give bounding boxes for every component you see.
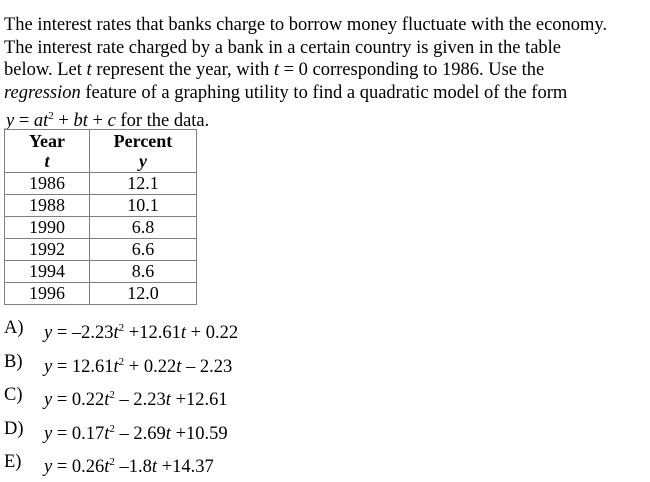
cell-percent: 6.6 — [90, 239, 197, 261]
expr-t: t — [104, 390, 110, 410]
expr-op: + — [170, 390, 186, 410]
cell-percent: 8.6 — [90, 261, 197, 283]
expr-coef-c: 0.22 — [205, 323, 239, 343]
formula-y: y — [6, 111, 15, 131]
choice-letter: B) — [4, 351, 23, 372]
cell-percent: 12.1 — [90, 173, 197, 195]
table-row — [5, 217, 197, 239]
table-row — [5, 283, 197, 305]
expr-op: – — [114, 457, 129, 477]
header-percent-label: Percent — [113, 131, 173, 151]
expr-op: + — [124, 323, 140, 343]
choice-c[interactable] — [4, 381, 238, 415]
expr-op: – — [181, 356, 200, 377]
expr-coef-c: 14.37 — [172, 457, 214, 477]
header-year-label: Year — [29, 131, 65, 151]
expr-coef-b: 2.23 — [133, 390, 166, 410]
table-row — [5, 173, 197, 195]
choice-a[interactable] — [4, 314, 238, 348]
formula-exponent: 2 — [48, 110, 54, 122]
formula-bt: bt — [73, 111, 88, 131]
cell-percent: 12.0 — [90, 283, 197, 305]
expr-t: t — [104, 457, 110, 477]
expr-exponent: 2 — [109, 389, 115, 401]
var-t: t — [86, 60, 92, 80]
expr-coef-a: 0.26 — [71, 457, 105, 477]
expr-t: t — [180, 323, 186, 343]
expr-coef-a: –2.23 — [71, 323, 114, 343]
expr-exponent: 2 — [109, 422, 115, 435]
expr-exponent: 2 — [109, 456, 115, 468]
choice-letter: C) — [4, 385, 23, 405]
expr-t: t — [113, 323, 119, 343]
table-row — [5, 195, 197, 217]
expr-t: t — [176, 356, 182, 377]
cell-year: 1996 — [5, 283, 90, 305]
text-segment: represent the year, with — [91, 60, 274, 80]
expr-eq: = — [52, 390, 72, 410]
header-year-var: t — [44, 151, 50, 171]
expr-t: t — [151, 457, 158, 477]
expr-eq: = — [52, 323, 72, 343]
expr-coef-b: 0.22 — [143, 356, 177, 377]
problem-line-4 — [4, 82, 644, 105]
choice-expression — [44, 448, 214, 482]
expr-exponent: 2 — [118, 355, 125, 368]
expr-t: t — [104, 423, 110, 444]
cell-year: 1986 — [5, 173, 90, 195]
expr-op: + — [124, 356, 144, 377]
expr-op: + — [157, 457, 173, 477]
cell-year: 1994 — [5, 261, 90, 283]
expr-eq: = — [52, 457, 72, 477]
choice-b[interactable] — [4, 348, 238, 382]
expr-t: t — [165, 390, 171, 410]
expr-op: – — [114, 390, 134, 410]
expr-eq: = — [52, 356, 72, 377]
cell-year: 1990 — [5, 217, 90, 239]
table-row — [5, 239, 197, 261]
header-percent — [90, 130, 197, 173]
cell-year: 1992 — [5, 239, 90, 261]
formula-plus: + — [87, 111, 108, 131]
expr-exponent: 2 — [118, 322, 125, 334]
cell-percent: 6.8 — [90, 217, 197, 239]
cell-year: 1988 — [5, 195, 90, 217]
expr-coef-a: 0.17 — [71, 423, 105, 444]
model-formula — [6, 111, 116, 131]
expr-y: y — [44, 323, 53, 343]
model-form — [6, 105, 209, 132]
choice-expression — [44, 314, 238, 348]
choice-d[interactable] — [4, 415, 238, 449]
header-year — [5, 130, 90, 173]
expr-coef-b: 2.69 — [133, 423, 166, 444]
problem-line-1: The interest rates that banks charge to borrow money fluctuate with the economy. — [4, 15, 608, 35]
expr-op: + — [170, 423, 186, 444]
choice-letter: E) — [4, 452, 22, 472]
expr-coef-c: 10.59 — [186, 423, 228, 444]
expr-y: y — [44, 457, 53, 477]
expr-t: t — [165, 423, 171, 444]
choice-expression — [44, 415, 228, 449]
expr-t: t — [113, 356, 119, 377]
expr-coef-c: 12.61 — [186, 390, 228, 410]
problem-line-2: The interest rate charged by a bank in a certain country is given in the table — [4, 37, 562, 58]
choice-letter: A) — [4, 318, 24, 338]
expr-coef-b: 12.61 — [139, 323, 181, 343]
header-percent-var: y — [139, 151, 147, 171]
problem-line-3 — [4, 59, 644, 82]
formula-at: at — [33, 111, 49, 131]
text-segment: = 0 corresponding to 1986. Use the — [278, 60, 545, 80]
expr-y: y — [44, 390, 53, 410]
choice-letter: D) — [4, 418, 24, 439]
expr-op: + — [186, 323, 206, 343]
text-segment: feature of a graphing utility to find a quadratic model of the form — [80, 82, 568, 103]
text-segment: below. Let — [4, 60, 87, 80]
expr-y: y — [44, 356, 53, 377]
answer-choices — [4, 314, 238, 482]
expr-coef-a: 0.22 — [71, 390, 105, 410]
formula-eq: = — [14, 111, 34, 131]
expr-op: – — [114, 423, 134, 444]
problem-statement — [4, 14, 644, 104]
var-t: t — [273, 60, 279, 80]
regression-term: regression — [4, 82, 81, 103]
formula-tail: for the data. — [115, 111, 210, 131]
formula-plus: + — [53, 111, 74, 131]
formula-c: c — [107, 111, 116, 131]
table-row — [5, 261, 197, 283]
choice-expression — [44, 348, 232, 382]
expr-eq: = — [52, 423, 72, 444]
choice-e[interactable] — [4, 448, 238, 482]
expr-coef-a: 12.61 — [71, 356, 114, 377]
data-table — [4, 129, 197, 305]
expr-y: y — [44, 423, 53, 444]
expr-coef-b: 1.8 — [128, 457, 152, 477]
table-header-row — [5, 130, 197, 173]
expr-coef-c: 2.23 — [199, 356, 233, 377]
choice-expression — [44, 381, 228, 415]
cell-percent: 10.1 — [90, 195, 197, 217]
